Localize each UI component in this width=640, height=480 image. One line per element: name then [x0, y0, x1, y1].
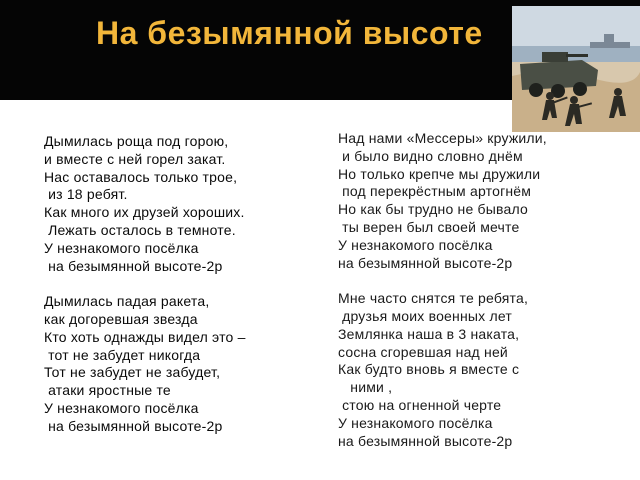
- poem-line: Как много их друзей хороших.: [44, 204, 245, 221]
- poem-line: Дымилась падая ракета,: [44, 293, 210, 310]
- poem-line: на безымянной высоте-2р: [44, 417, 223, 434]
- poem-line: тот не забудет никогда: [44, 346, 201, 363]
- poem-line: ними ,: [338, 379, 393, 396]
- poem-line: и вместе с ней горел закат.: [44, 150, 226, 167]
- poem-line: Лежать осталось в темноте.: [44, 221, 236, 238]
- left-column: [44, 133, 334, 436]
- poem-line: стою на огненной черте: [338, 396, 502, 413]
- poem-line: ты верен был своей мечте: [338, 218, 520, 235]
- poem-line: атаки яростные те: [44, 382, 171, 399]
- soldiers-photo: [512, 6, 640, 132]
- poem-line: У незнакомого посёлка: [338, 414, 493, 431]
- poem-line: как догоревшая звезда: [44, 310, 198, 327]
- poem-line: и было видно словно днём: [338, 147, 523, 164]
- poem-line: на безымянной высоте-2р: [44, 257, 223, 274]
- poem-line: Как будто вновь я вместе с: [338, 361, 520, 378]
- poem-line: У незнакомого посёлка: [44, 399, 199, 416]
- stanza-gap: [44, 275, 334, 293]
- poem-line: У незнакомого посёлка: [338, 236, 493, 253]
- right-column: [338, 130, 628, 450]
- poem-line: У незнакомого посёлка: [44, 239, 199, 256]
- poem-line: на безымянной высоте-2р: [338, 254, 513, 271]
- poem-line: Но только крепче мы дружили: [338, 165, 541, 182]
- poem-line: сосна сгоревшая над ней: [338, 343, 508, 360]
- poem-line: под перекрёстным артогнём: [338, 183, 532, 200]
- stanza-gap: [338, 272, 628, 290]
- poem-line: Мне часто снятся те ребята,: [338, 290, 529, 307]
- poem-line: друзья моих военных лет: [338, 307, 512, 324]
- poem-line: из 18 ребят.: [44, 186, 128, 203]
- poem-line: Кто хоть однажды видел это –: [44, 328, 246, 345]
- slide-title: На безымянной высоте: [96, 15, 483, 51]
- poem-line: Над нами «Мессеры» кружили,: [338, 130, 547, 146]
- poem-line: на безымянной высоте-2р: [338, 432, 513, 449]
- poem-line: Тот не забудет не забудет,: [44, 364, 221, 381]
- poem-line: Землянка наша в 3 наката,: [338, 325, 520, 342]
- poem-line: Нас оставалось только трое,: [44, 168, 238, 185]
- poem-line: Но как бы трудно не бывало: [338, 201, 529, 218]
- poem-line: Дымилась роща под горою,: [44, 133, 229, 149]
